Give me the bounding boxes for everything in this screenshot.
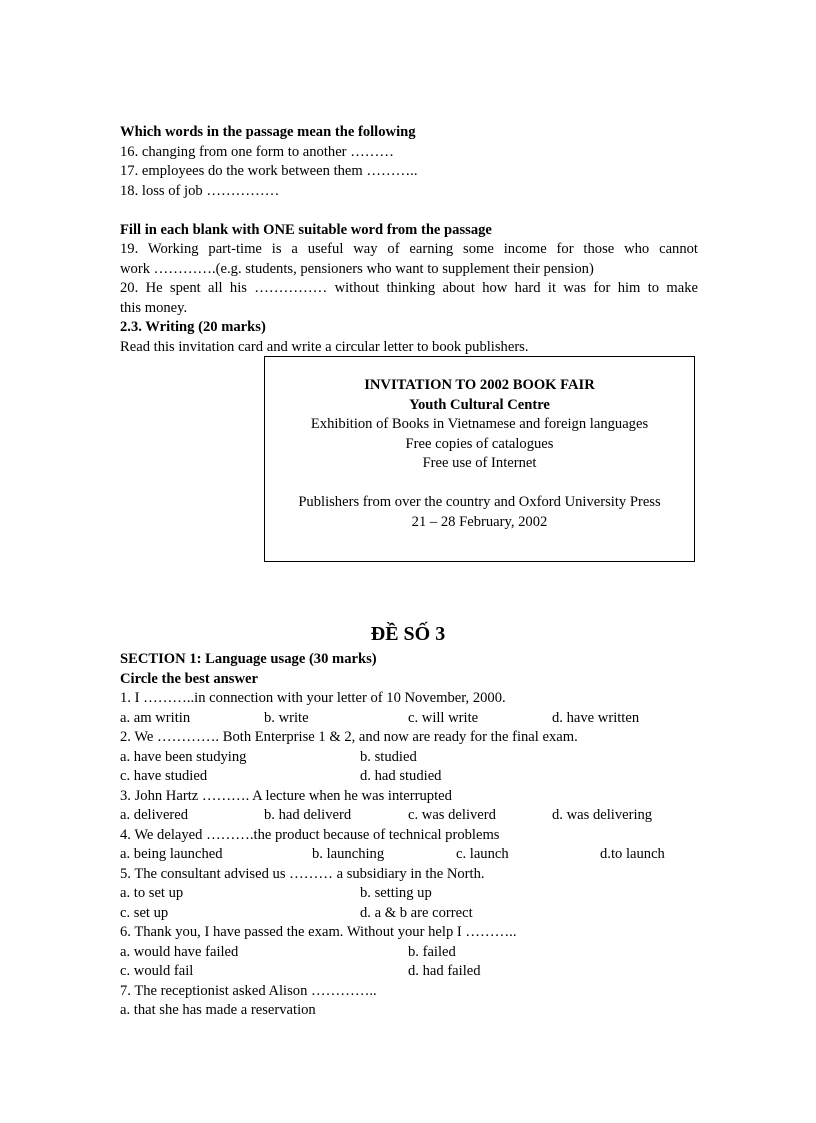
option-d[interactable]: d. had failed	[408, 963, 481, 979]
card-line-publishers: Publishers from over the country and Oxford University Press	[298, 494, 661, 510]
options-5b	[120, 904, 698, 924]
option-c[interactable]: c. have studied	[120, 768, 208, 784]
options-2a	[120, 748, 698, 768]
card-line-internet: Free use of Internet	[422, 455, 537, 471]
exam-title: ĐỀ SỐ 3	[370, 623, 446, 645]
options-3	[120, 806, 698, 826]
card-dates: 21 – 28 February, 2002	[411, 513, 548, 530]
upper-section	[120, 123, 698, 357]
option-a[interactable]: a. delivered	[120, 807, 189, 823]
option-c[interactable]: c. would fail	[120, 963, 194, 979]
option-a[interactable]: a. would have failed	[120, 943, 239, 960]
vocab-heading: Which words in the passage mean the following	[120, 124, 416, 140]
card-venue: Youth Cultural Centre	[409, 396, 550, 413]
option-b[interactable]: b. had deliverd	[264, 807, 352, 823]
option-c[interactable]: c. set up	[120, 904, 169, 921]
option-b[interactable]: b. write	[264, 709, 309, 726]
question-6: 6. Thank you, I have passed the exam. Without your help I ………..	[120, 924, 517, 940]
card-title: INVITATION TO 2002 BOOK FAIR	[364, 377, 595, 393]
section-1	[120, 650, 698, 1021]
options-6a	[120, 943, 698, 963]
section-heading: SECTION 1: Language usage (30 marks)	[120, 651, 377, 667]
question-2: 2. We …………. Both Enterprise 1 & 2, and now are ready for the final exam.	[120, 729, 578, 745]
question-7: 7. The receptionist asked Alison …………..	[120, 982, 377, 999]
question-5: 5. The consultant advised us ……… a subsidiary in the North.	[120, 865, 485, 882]
question-19-line2: work ………….(e.g. students, pensioners who want to supplement their pension)	[120, 260, 594, 277]
question-20-line2: this money.	[120, 299, 188, 316]
option-b[interactable]: b. studied	[360, 748, 417, 765]
option-c[interactable]: c. will write	[408, 709, 479, 726]
option-a[interactable]: a. have been studying	[120, 748, 247, 765]
options-4	[120, 845, 698, 865]
option-a[interactable]: a. that she has made a reservation	[120, 1002, 316, 1018]
option-d[interactable]: d. a & b are correct	[360, 904, 473, 921]
question-1: 1. I ………..in connection with your letter of 10 November, 2000.	[120, 690, 506, 706]
option-d[interactable]: d.to launch	[600, 846, 665, 862]
option-a[interactable]: a. to set up	[120, 885, 184, 901]
option-d[interactable]: d. was delivering	[552, 807, 653, 823]
invitation-card	[264, 356, 695, 562]
option-a[interactable]: a. being launched	[120, 846, 223, 862]
options-6b	[120, 962, 698, 982]
option-a[interactable]: a. am writin	[120, 709, 191, 726]
option-c[interactable]: c. was deliverd	[408, 807, 496, 823]
question-16: 16. changing from one form to another ………	[120, 143, 394, 160]
writing-heading: 2.3. Writing (20 marks)	[120, 319, 266, 335]
writing-instruction: Read this invitation card and write a circular letter to book publishers.	[120, 338, 529, 355]
option-d[interactable]: d. had studied	[360, 768, 442, 784]
card-line-exhibition: Exhibition of Books in Vietnamese and foreign languages	[310, 416, 649, 432]
option-c[interactable]: c. launch	[456, 846, 509, 862]
question-19-line1: 19. Working part-time is a useful way of earning some income for those who cannot	[120, 241, 698, 257]
options-2b	[120, 767, 698, 787]
question-20-line1: 20. He spent all his …………… without thinking about how hard it was for him to make	[120, 280, 698, 296]
question-3: 3. John Hartz ………. A lecture when he was interrupted	[120, 787, 452, 804]
options-7	[120, 1001, 698, 1021]
option-d[interactable]: d. have written	[552, 709, 640, 726]
option-b[interactable]: b. failed	[408, 943, 456, 960]
question-4: 4. We delayed ……….the product because of technical problems	[120, 826, 500, 843]
options-1	[120, 709, 698, 729]
fill-heading: Fill in each blank with ONE suitable word from the passage	[120, 221, 492, 238]
card-line-catalogues: Free copies of catalogues	[405, 435, 554, 452]
options-5a	[120, 884, 698, 904]
section-instruction: Circle the best answer	[120, 670, 258, 687]
option-b[interactable]: b. setting up	[360, 885, 432, 901]
question-18: 18. loss of job ……………	[120, 182, 280, 199]
question-17: 17. employees do the work between them ………..	[120, 163, 418, 179]
option-b[interactable]: b. launching	[312, 846, 385, 862]
